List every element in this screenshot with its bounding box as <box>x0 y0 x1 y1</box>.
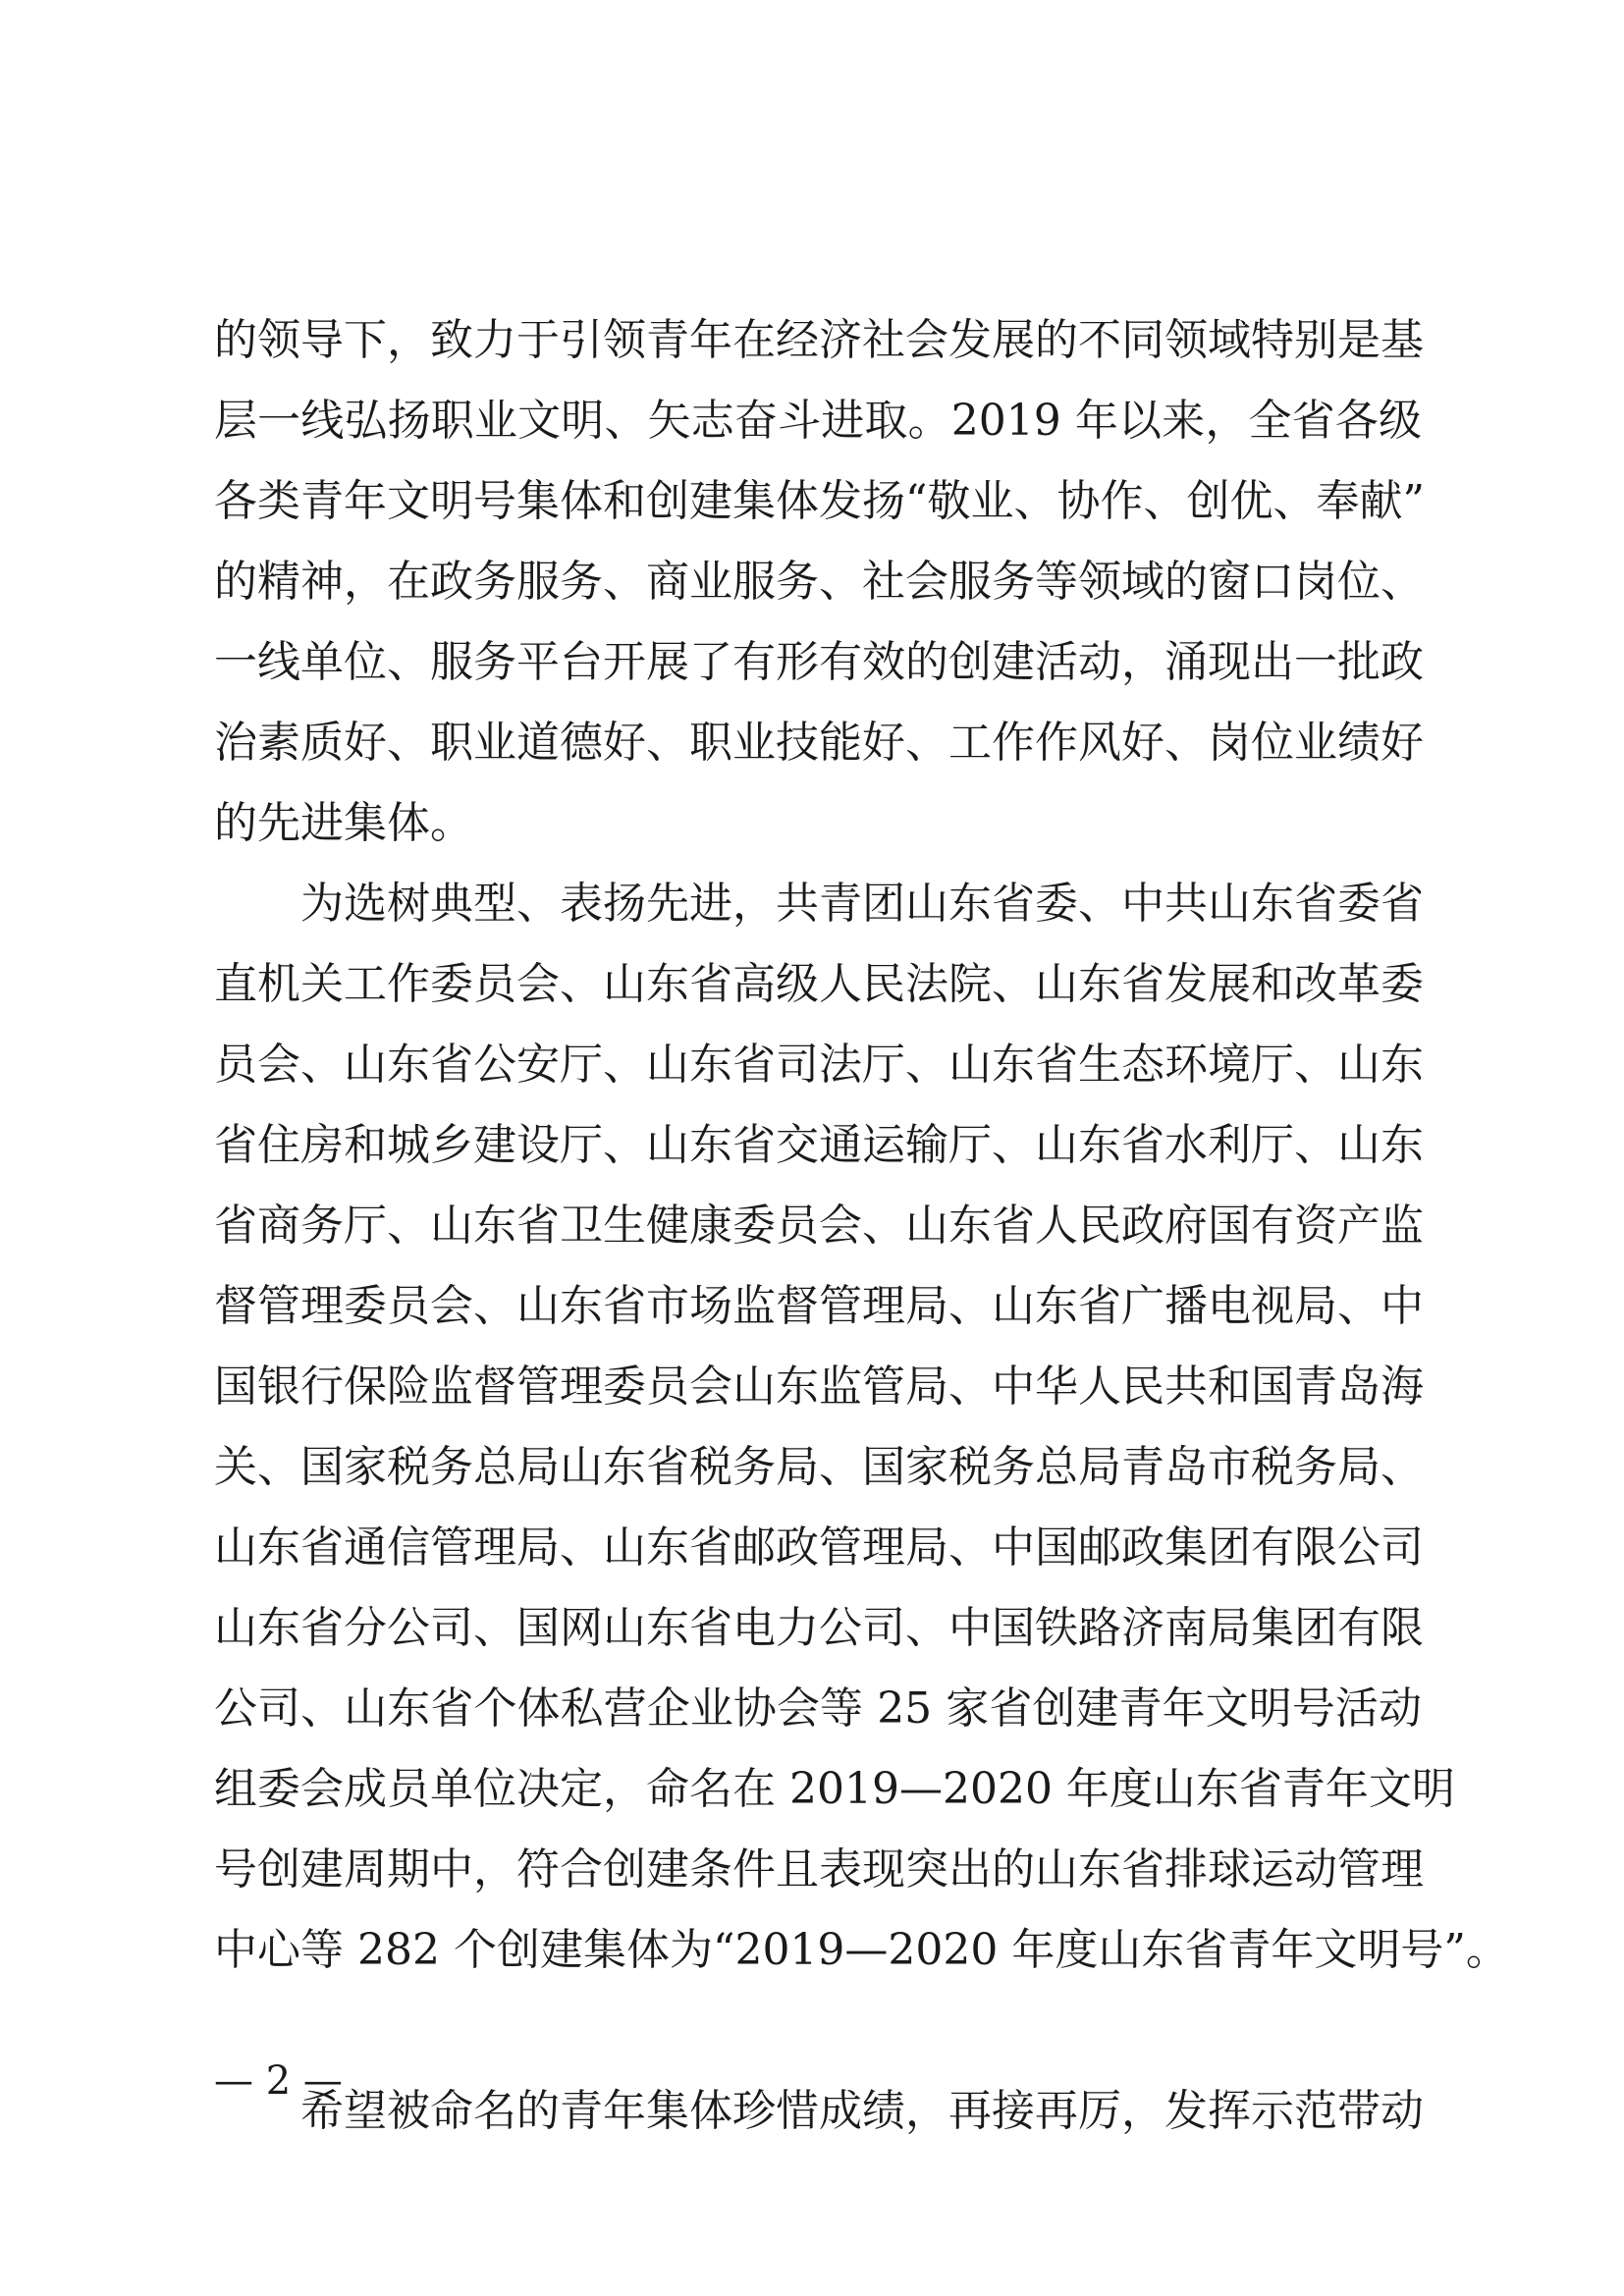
text-line: 国银行保险监督管理委员会山东监管局、中华人民共和国青岛海 <box>214 1362 1424 1412</box>
text-line: 为选树典型、表扬先进，共青团山东省委、中共山东省委省 <box>300 879 1424 929</box>
text-line: 直机关工作委员会、山东省高级人民法院、山东省发展和改革委 <box>214 959 1424 1009</box>
text-line: 省住房和城乡建设厅、山东省交通运输厅、山东省水利厅、山东 <box>214 1120 1424 1170</box>
text-line: 山东省分公司、国网山东省电力公司、中国铁路济南局集团有限 <box>214 1603 1424 1653</box>
text-line: 的精神，在政务服务、商业服务、社会服务等领域的窗口岗位、 <box>214 557 1424 607</box>
page-number: — 2 — <box>214 2058 343 2104</box>
text-line: 组委会成员单位决定，命名在 2019—2020 年度山东省青年文明 <box>214 1764 1455 1814</box>
body-text <box>214 300 1509 2152</box>
text-line: 希望被命名的青年集体珍惜成绩，再接再厉，发挥示范带动 <box>300 2086 1424 2136</box>
text-line: 治素质好、职业道德好、职业技能好、工作作风好、岗位业绩好 <box>214 718 1424 768</box>
text-line: 督管理委员会、山东省市场监督管理局、山东省广播电视局、中 <box>214 1281 1424 1331</box>
text-line: 中心等 282 个创建集体为“2019—2020 年度山东省青年文明号”。 <box>214 1925 1509 1975</box>
text-line: 的先进集体。 <box>214 798 473 848</box>
paragraph-3 <box>214 2071 1422 2152</box>
paragraph-2 <box>214 864 1509 2071</box>
text-line: 山东省通信管理局、山东省邮政管理局、中国邮政集团有限公司 <box>214 1522 1424 1573</box>
paragraph-1 <box>214 300 1425 864</box>
text-line: 省商务厅、山东省卫生健康委员会、山东省人民政府国有资产监 <box>214 1201 1424 1251</box>
text-line: 公司、山东省个体私营企业协会等 25 家省创建青年文明号活动 <box>214 1683 1422 1734</box>
text-line: 关、国家税务总局山东省税务局、国家税务总局青岛市税务局、 <box>214 1442 1424 1492</box>
text-line <box>214 1991 1422 2071</box>
text-line: 员会、山东省公安厅、山东省司法厅、山东省生态环境厅、山东 <box>214 1040 1424 1090</box>
text-line: 各类青年文明号集体和创建集体发扬“敬业、协作、创优、奉献” <box>214 476 1425 526</box>
text-line: 的领导下，致力于引领青年在经济社会发展的不同领域特别是基 <box>214 315 1424 365</box>
text-line: 号创建周期中，符合创建条件且表现突出的山东省排球运动管理 <box>214 1844 1424 1895</box>
text-line: 层一线弘扬职业文明、矢志奋斗进取。2019 年以来，全省各级 <box>214 396 1422 446</box>
text-line: 一线单位、服务平台开展了有形有效的创建活动，涌现出一批政 <box>214 637 1424 687</box>
